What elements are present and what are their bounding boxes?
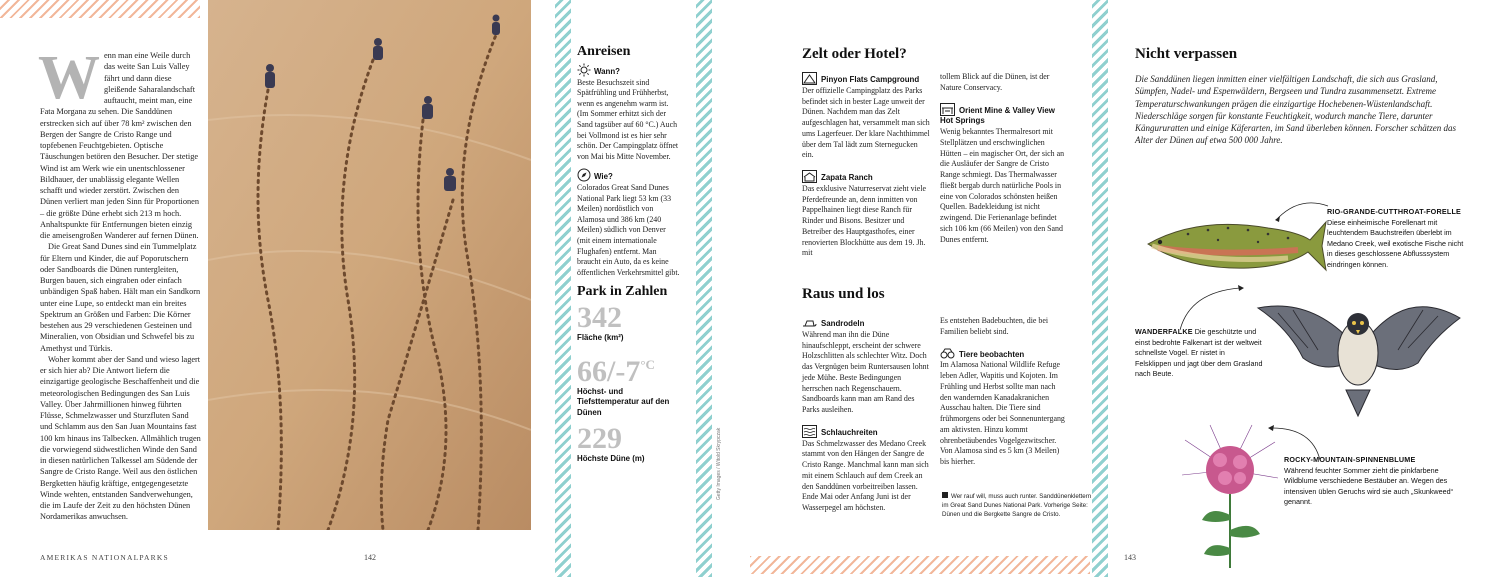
activities-col-1 [802,316,930,523]
dune-footprints-illustration [208,0,531,530]
lodging-zapata: Zapata Ranch Das exklusive Naturreservat zieht viele Pferdefreunde an, denn inmitten von Pappelhainen liegt diese Ranch für Rinder und Bisons. Besitzer und Betreiber des Hauptgasthofes, einer renovierten Blockhütte aus dem 19. Jh. mit [802,170,930,259]
lodging-orient-mine: Orient Mine & Valley View Hot Springs Wenig bekanntes Thermalresort mit Stellplätzen und erschwinglichen Hütten – ein magischer Ort, der sich an die Ausläufer der Sangre de Cristo Range schmiegt. Das Thermalwasser fließt bergab durch natürliche Pools in eine von Colorados schönsten heißen Quellen. Badekleidung ist nicht zwingend. Die Ferienanlage befindet sich 106 km (66 Meilen) von den Sand Dunes entfernt. [940,103,1068,246]
activity-tiere: Tiere beobachten Im Alamosa National Wildlife Refuge leben Adler, Wapitis und Kojoten. Im Frühling und Herbst sollte man nach den wandernden Kanadakranichen Ausschau halten. Die Tiere sind frühmorgens oder bei Sonnenuntergang am aktivsten. Hinzu kommt ohrenbetäubendes Vogelgezwitscher. Von Alamosa sind es 5 km (3 Meilen) bis hierher. [940,347,1068,468]
teal-strip-center-left [696,0,712,577]
stat-area [577,303,680,344]
falcon-title: WANDERFALKE [1135,327,1193,336]
photo-credit: Getty Images / Witold Skrypczak [716,427,722,500]
teal-strip-right [1092,0,1108,577]
falcon-pointer-arrow [1180,282,1270,332]
water-icon [802,425,817,438]
page-number-right: 143 [1124,553,1136,562]
activity-schlauchreiten: Schlauchreiten Das Schmelzwasser des Medano Creek stammt von den Hängen der Sangre de Cristo Range. Manchmal kann man sich mit einem Schlauch auf dem Creek an den Sanddünen vorbeitreiben lassen. Ende Mai oder Anfang Juni ist der Wasserpegel am höchsten. [802,425,930,514]
sun-icon [577,63,591,77]
tent-icon [802,72,817,85]
sidebar [577,44,680,471]
photo-caption: Wer rauf will, muss auch runter. Sanddünenklettern im Great Sand Dunes National Park. Vorherige Seite: Dünen und die Bergkette Sangre de Cristo. [942,493,1092,518]
lodging-zapata-cont: tollem Blick auf die Dünen, ist der Nature Conservacy. [940,72,1050,92]
hotspring-icon [940,103,955,116]
dune-photo [208,0,531,530]
dropcap: W [38,44,100,112]
top-hatch-left [0,0,200,18]
ranch-icon [802,170,817,183]
trout-caption: RIO-GRANDE-CUTTHROAT-FORELLE Diese einheimische Forellenart mit leuchtendem Bauchstreifen überlebt im Medano Creek, weil exotische Fische nicht in dieses geschlossene Abflusssystem eindringen können. [1327,207,1464,269]
activity-badebuchten: Es entstehen Badebuchten, die bei Familien beliebt sind. [940,316,1049,336]
heading-travel: Anreisen [577,44,631,59]
heading-numbers: Park in Zahlen [577,284,668,300]
heading-raus-und-los: Raus und los [802,286,885,302]
lodging-pinyon: Pinyon Flats Campground Der offizielle Campingplatz des Parks befindet sich in bester Lage unweit der Dünen. Nachdem man das Zelt aufgeschlagen hat, versammelt man sich ums Lagerfeuer. Der klare Nachthimmel über dem Tal lädt zum Sternegucken ein. [802,72,930,161]
when-question: Wann? [594,67,621,76]
stat-dune-value: 229 [577,422,622,456]
paragraph-2: Die Great Sand Dunes sind ein Tummelplatz für Eltern und Kinder, die auf Poporutschern oder Sandboards die Dünen runtergleiten, Burgen bauen, sich eingraben oder einfach unbändigen Spaß haben. Hält man ein Sandkorn unter eine Lupe, so entdeckt man ein breites Spektrum an Größen und Farben: Die Körner bestehen aus 29 verschiedenen Gesteinen und Mineralien, von Obsidian und Schwefel bis zu Amethyst und Türkis. [40,242,201,353]
stat-temp-unit: °C [640,356,655,372]
how-block [577,168,680,278]
activity-sandrodeln: Sandrodeln Während man ihn die Düne hinaufschleppt, erscheint der schwere Holzschlitten als schlechter Witz. Doch das Vergnügen beim Runtersausen lohnt jede Mühe. Beste Bedingungen herrschen nach Regenschauern. Sandboards kann man am Rand des Parks ausleihen. [802,316,930,416]
stat-dune-label: Höchste Düne (m) [577,454,645,464]
how-question: Wie? [594,172,613,182]
flower-title: ROCKY-MOUNTAIN-SPINNENBLUME [1284,455,1416,464]
sled-icon [802,316,817,329]
binoculars-icon [940,347,955,360]
compass-icon [577,168,591,182]
caption-arrow-icon [942,492,948,498]
trout-title: RIO-GRANDE-CUTTHROAT-FORELLE [1327,207,1462,216]
main-article [38,44,202,523]
paragraph-3: Woher kommt aber der Sand und wieso lagert er sich hier ab? Die Antwort liefern die einzigartige geologische Beschaffenheit und die meteorologischen Bedingungen des San Luis Valley. Über Jahrmillionen hinweg führten Flüsse, Schmelzwasser und Sturzfluten Sand und Schlamm aus den San Juan Mountains fast 100 km hinaus ins Talbecken. Allmählich trugen die vorwiegend südwestlichen Winde den Sand in diesen natürlichen Talkessel am Südende der Sangre de Cristo Range. Weil aus den östlichen Bergketten häufig kräftige, entgegengesetzte Winde wehten, entstanden Sandverwehungen, die im Laufe der Zeit zu den höchsten Dünen Nordamerikas anwuchsen. [40,354,201,522]
flower-caption: ROCKY-MOUNTAIN-SPINNENBLUME Während feuchter Sommer zieht die pinkfarbene Wildblume verschiedene Bestäuber an. Wegen des intensiven üblen Geruchs wird sie auch „Skunkweed“ genannt. [1284,455,1453,506]
paragraph-1: Wenn man eine Weile durch das weite San Luis Valley fährt und dann diese gleißende Saharalandschaft auftaucht, meint man, eine Fata Morgana zu sehen. Die Sanddünen erstrecken sich auf über 78 km² zwischen den Bergen der Sangre de Cristo Range und topfebenen Feuchtgebieten. Optische Täuschungen betören den Besucher. Der stetige Wind ist am Werk wie ein unentschlossener Bildhauer, der unablässig elegante Wellen schafft und wieder zerstört. Zwischen den Dünen verliert man jeden Sinn für Proportionen – die größte Düne erhebt sich 213 m hoch. Anhaltspunkte für Entfernungen bieten einzig die ameisengroßen Wanderer auf fernen Dünen. [38,44,199,240]
stat-area-value: 342 [577,301,622,335]
stat-temp-value: $66/-7^{^\circ C}$ [577,354,655,388]
teal-strip-left [555,0,571,577]
heading-tent-hotel: Zelt oder Hotel? [802,46,907,62]
stat-dune [577,424,680,465]
how-text: Colorados Great Sand Dunes National Park liegt 53 km (33 Meilen) nordöstlich von Alamosa und 386 km (240 Meilen) südlich von Denver (mit einem internationale Flughafen) entfernt. Man braucht ein Auto, da es keine öffentlichen Verkehrsmittel gibt. [577,182,680,277]
falcon-caption: WANDERFALKE Die geschützte und einst bedrohte Falkenart ist der weltweit schnellste Vogel. Er nistet in Felsklippen und jagt über dem Grasland nach Beute. [1135,327,1263,378]
falcon-illustration [1248,278,1468,418]
footer-book-title: AMERIKAS NATIONALPARKS [40,553,169,562]
lodging-col-1 [802,72,930,268]
stat-temp [577,350,680,419]
stat-temp-label: Höchst- und Tiefsttemperatur auf den Dünen [577,386,670,417]
intro-text: Die Sanddünen liegen inmitten einer vielfältigen Landschaft, die sich aus Grasland, Sümpfen, Nadel- und Espenwäldern, Bergseen und Tundra zusammensetzt. Extreme Temperaturschwankungen prägen die einzigartige Hochebenen-Wüstenlandschaft. Niederschläge sorgen für konstante Feuchtigkeit, wodurch manche Tiere, darunter Kängururatten und einige Käferarten, im Sand überleben können. Forscher schätzen das Alter der Dünen auf etwa 500 000 Jahre. [1135,74,1456,146]
when-block [577,63,680,162]
heading-nicht-verpassen: Nicht verpassen [1135,46,1238,62]
page-number-left: 142 [364,553,376,562]
lodging-col-2 [940,72,1068,254]
activities-col-2 [940,316,1068,477]
bottom-hatch-right [750,556,1090,574]
trout-pointer-arrow [1270,196,1330,226]
when-text: Beste Besuchszeit sind Spätfrühling und Frühherbst, wenn es angenehm warm ist. (Im Sommer erhitzt sich der Sand tagsüber auf 60 °C.) Auch bei Vollmond ist es hier sehr schön. Der Campingplatz öffnet von Mai bis Mitte November. [577,77,679,161]
stat-area-label: Fläche (km²) [577,333,624,343]
